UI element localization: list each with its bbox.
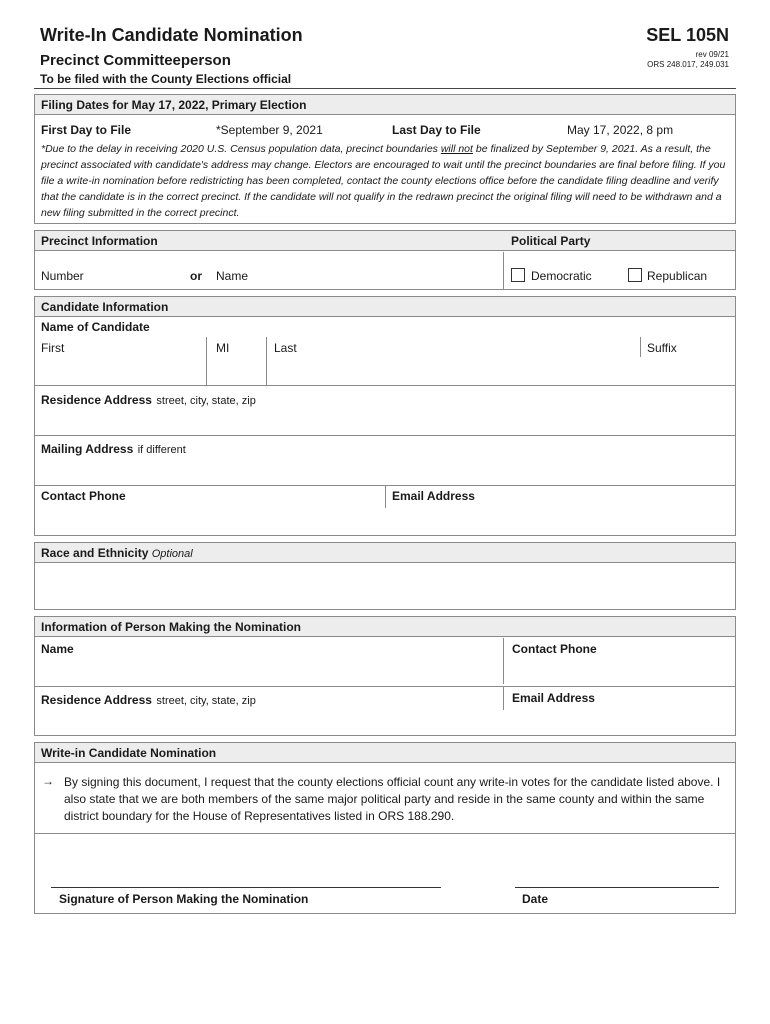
- precinct-section: [34, 230, 736, 290]
- filed-with-note: To be filed with the County Elections official: [40, 72, 292, 86]
- race-optional-hint: Optional: [151, 548, 193, 560]
- mi-last-divider: [266, 337, 267, 385]
- race-section: [34, 542, 736, 610]
- precinct-heading: [35, 231, 735, 251]
- arrow-icon: →: [42, 774, 54, 788]
- mailing-label: Mailing Address: [41, 442, 134, 456]
- nominator-name-field[interactable]: Name: [41, 642, 74, 656]
- nominator-section: [34, 616, 736, 736]
- candidate-email-field[interactable]: Email Address: [392, 489, 475, 503]
- header-divider: [34, 88, 736, 89]
- statement-divider: [35, 833, 735, 834]
- filing-dates-section: [34, 94, 736, 224]
- note-text-end: be finalized by September 9, 2021. As a result, the precinct associated with candidate's address may change. Electors are encouraged to wait until the precinct boundaries are final before filing. If you file a write-in nomination before redistricting has been completed, contact the county elections office before the candidate filing deadline and verify that the candidate is in the correct precinct. If the candidate will not qualify in the redrawn precinct the original filing will need to be withdrawn and a new filing submitted in the correct precinct.: [41, 143, 726, 219]
- ors-reference: ORS 248.017, 249.031: [647, 60, 729, 69]
- race-ethnicity-field[interactable]: [35, 564, 735, 609]
- precinct-heading-label: Precinct Information: [41, 234, 158, 248]
- mailing-address-field[interactable]: [41, 440, 186, 458]
- revision-info: [647, 50, 729, 70]
- nomination-heading: Write-in Candidate Nomination: [35, 743, 735, 763]
- nomination-section: [34, 742, 736, 914]
- first-day-label: First Day to File: [41, 123, 132, 137]
- candidate-row-divider-1: [35, 385, 735, 386]
- residence-label: Residence Address: [41, 393, 152, 407]
- democratic-label: Democratic: [531, 269, 592, 283]
- candidate-row-divider-2: [35, 435, 735, 436]
- form-title: Write-In Candidate Nomination: [40, 25, 303, 45]
- nominator-residence-label: Residence Address: [41, 693, 152, 707]
- filing-dates-heading: Filing Dates for May 17, 2022, Primary Election: [35, 95, 735, 115]
- form-subtitle: Precinct Committeeperson: [40, 52, 231, 69]
- date-label: Date: [522, 892, 549, 906]
- democratic-checkbox[interactable]: [511, 268, 525, 282]
- candidate-section: [34, 296, 736, 536]
- residence-address-field[interactable]: [41, 391, 256, 409]
- phone-email-divider: [385, 485, 386, 508]
- republican-label: Republican: [647, 269, 708, 283]
- candidate-phone-field[interactable]: Contact Phone: [41, 489, 126, 503]
- redistricting-note: [41, 141, 731, 221]
- party-heading: Political Party: [511, 234, 591, 248]
- first-day-value: *September 9, 2021: [216, 123, 323, 137]
- race-heading: [35, 543, 735, 563]
- nominator-phone-field[interactable]: Contact Phone: [512, 642, 597, 656]
- candidate-heading: Candidate Information: [35, 297, 735, 317]
- or-label: or: [190, 269, 202, 283]
- middle-initial-field[interactable]: MI: [216, 341, 230, 355]
- nominator-row-divider: [35, 686, 735, 687]
- last-day-label: Last Day to File: [392, 123, 481, 137]
- race-heading-label: Race and Ethnicity: [41, 546, 149, 560]
- note-text-start: *Due to the delay in receiving 2020 U.S. Census population data, precinct boundaries: [41, 143, 441, 155]
- last-suffix-divider: [640, 337, 641, 357]
- revision-date: rev 09/21: [695, 50, 729, 59]
- candidate-name-heading: Name of Candidate: [41, 320, 150, 334]
- last-name-field[interactable]: Last: [274, 341, 297, 355]
- nominator-residence-hint: street, city, state, zip: [156, 695, 256, 707]
- nominator-divider-2: [503, 686, 504, 710]
- suffix-field[interactable]: Suffix: [647, 341, 677, 355]
- note-emphasis: will not: [440, 143, 473, 155]
- nominator-residence-field[interactable]: [41, 691, 256, 709]
- date-line[interactable]: [515, 887, 719, 888]
- mailing-hint: if different: [137, 444, 186, 456]
- residence-hint: street, city, state, zip: [156, 395, 256, 407]
- nomination-statement: By signing this document, I request that the county elections official count any write-in votes for the candidate listed above. I also state that we are both members of the same major political party and reside in the same county and within the same district boundary for the House of Representatives listed in ORS 188.290.: [64, 775, 721, 823]
- nominator-heading: Information of Person Making the Nomination: [35, 617, 735, 637]
- first-name-field[interactable]: First: [41, 341, 65, 355]
- nominator-email-field[interactable]: Email Address: [512, 691, 595, 705]
- form-id: SEL 105N: [646, 25, 729, 45]
- nominator-divider-1: [503, 638, 504, 684]
- last-day-value: May 17, 2022, 8 pm: [567, 123, 674, 137]
- signature-line[interactable]: [51, 887, 441, 888]
- republican-checkbox[interactable]: [628, 268, 642, 282]
- precinct-number-label[interactable]: Number: [41, 269, 84, 283]
- precinct-divider: [503, 252, 504, 290]
- first-mi-divider: [206, 337, 207, 385]
- precinct-name-label[interactable]: Name: [216, 269, 249, 283]
- signature-label: Signature of Person Making the Nomination: [59, 892, 309, 906]
